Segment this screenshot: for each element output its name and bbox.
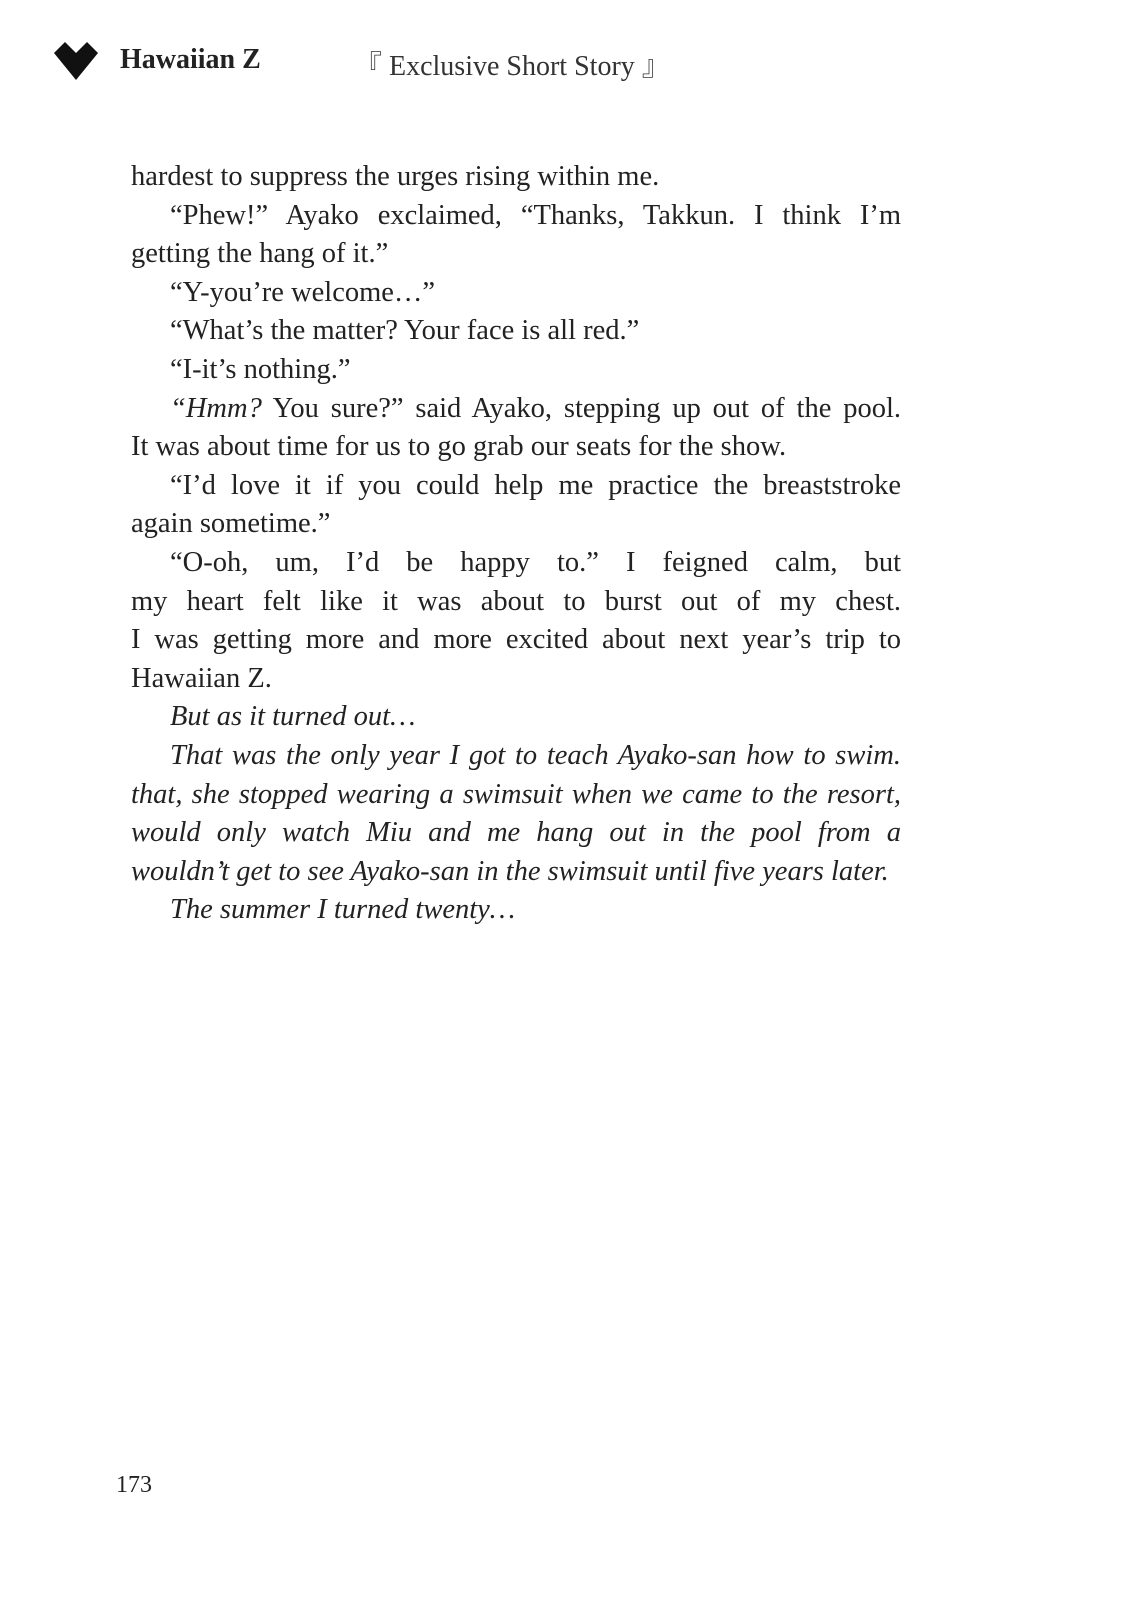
text-line	[131, 698, 901, 737]
text-line	[131, 390, 901, 429]
text-line	[131, 891, 901, 930]
text-line	[131, 158, 901, 197]
text-line	[131, 428, 901, 467]
italic-text: wouldn’t get to see Ayako-san in the swimsuit until five years later.	[131, 855, 889, 887]
story-title: 『 Exclusive Short Story 』	[354, 51, 670, 82]
running-header	[52, 38, 752, 88]
body-text	[131, 158, 901, 930]
italic-text: The summer I turned twenty…	[170, 894, 516, 926]
text-segment: my heart felt like it was about to burst out of my chest.	[131, 585, 901, 617]
italic-text: That was the only year I got to teach Ayako-san how to swim.	[170, 739, 901, 771]
text-segment: “What’s the matter? Your face is all red.”	[170, 315, 640, 347]
text-segment: “Y-you’re welcome…”	[170, 276, 436, 308]
text-segment: “I’d love it if you could help me practice the breaststroke	[170, 469, 901, 501]
text-line	[131, 312, 901, 351]
text-segment: You sure?” said Ayako, stepping up out of the pool.	[261, 392, 901, 424]
text-line	[131, 853, 901, 892]
text-line	[131, 776, 901, 815]
italic-text: that, she stopped wearing a swimsuit when we came to the resort,	[131, 778, 901, 810]
text-segment: “O-oh, um, I’d be happy to.” I feigned calm, but	[170, 546, 901, 578]
text-segment: hardest to suppress the urges rising within me.	[131, 161, 660, 192]
page-number: 173	[116, 1472, 152, 1498]
italic-text: would only watch Miu and me hang out in the pool from a	[131, 817, 901, 849]
text-line	[131, 621, 901, 660]
text-line	[131, 235, 901, 274]
text-segment: getting the hang of it.”	[131, 238, 389, 270]
text-segment: Hawaiian Z.	[131, 662, 272, 694]
italic-text: But as it turned out…	[170, 701, 416, 733]
text-line	[131, 351, 901, 390]
heart-icon	[54, 42, 98, 82]
text-line	[131, 505, 901, 544]
text-line	[131, 583, 901, 622]
text-segment: “Phew!” Ayako exclaimed, “Thanks, Takkun. I think I’m	[170, 199, 901, 231]
text-line	[131, 274, 901, 313]
text-segment: “I-it’s nothing.”	[170, 353, 351, 385]
text-line	[131, 814, 901, 853]
book-title: Hawaiian Z	[120, 44, 261, 75]
text-segment: I was getting more and more excited about next year’s trip to	[131, 624, 901, 656]
text-line	[131, 197, 901, 236]
text-line	[131, 544, 901, 583]
text-line	[131, 467, 901, 506]
text-line	[131, 737, 901, 776]
text-line	[131, 660, 901, 699]
text-segment: It was about time for us to go grab our seats for the show.	[131, 431, 787, 463]
italic-text: “Hmm?	[170, 392, 262, 424]
text-segment: again sometime.”	[131, 508, 331, 540]
